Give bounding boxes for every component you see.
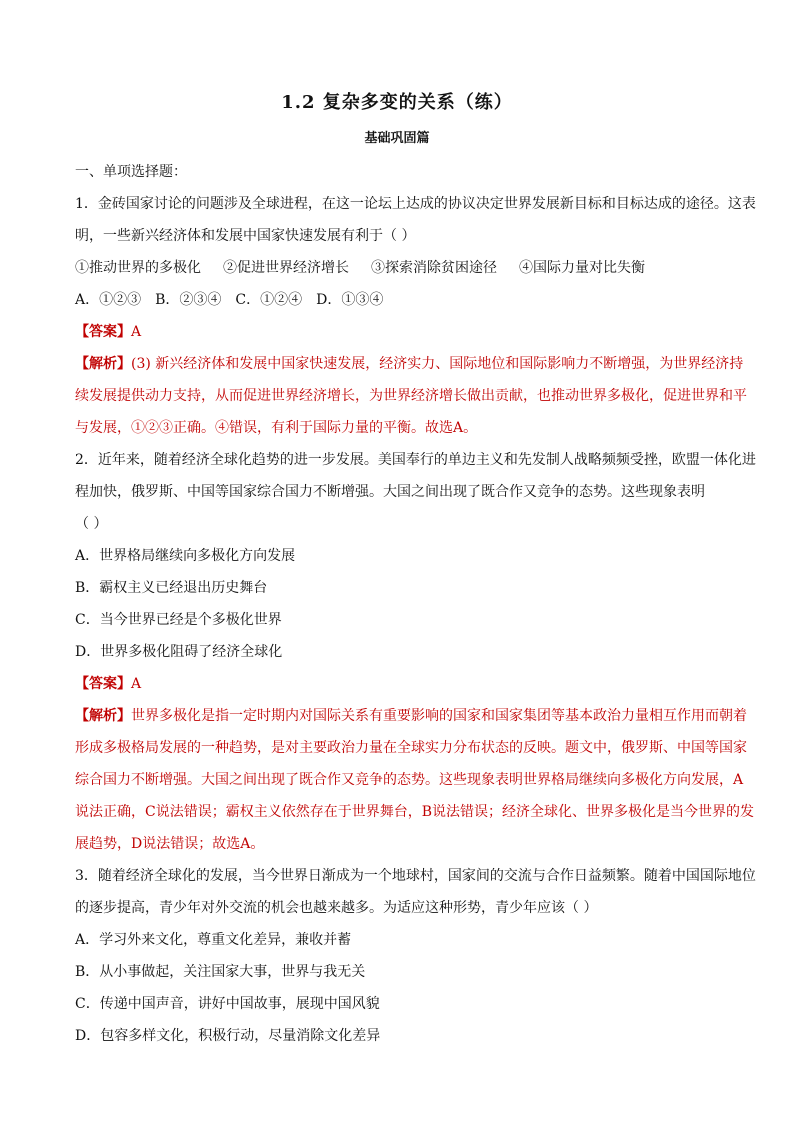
answer-value: A [131,324,142,340]
analysis-line: 续发展提供动力支持，从而促进世界经济增长，为世界经济增长做出贡献，也推动世界多极化，促进世界和平 [75,388,747,404]
question-stem-line: 1．金砖国家讨论的问题涉及全球进程，在这一论坛上达成的协议决定世界发展新目标和目标达成的途径。这表 [75,196,756,212]
analysis-line: 说法正确，C说法错误；霸权主义依然存在于世界舞台，B说法错误；经济全球化、世界多极化是当今世界的发 [75,804,754,820]
answer-value: A [131,676,142,692]
statement-items [75,252,751,284]
question-3 [75,860,756,1052]
option-c: C．①②④ [235,292,303,308]
statement-item: ③探索消除贫困途径 [371,260,497,276]
analysis-label: 【解析】 [75,356,131,372]
answer-line [75,316,751,348]
section-heading: 一、单项选择题： [75,164,187,180]
analysis-label: 【解析】 [75,708,131,724]
analysis-line: (3) 新兴经济体和发展中国家快速发展，经济实力、国际地位和国际影响力不断增强，为世界经济持 [131,356,744,372]
section-subtitle: 基础巩固篇 [364,131,430,146]
option-b: B．从小事做起，关注国家大事，世界与我无关 [75,964,366,980]
option-b: B．②③④ [155,292,222,308]
option-a: A．学习外来文化，尊重文化差异，兼收并蓄 [75,932,352,948]
option-a: A．世界格局继续向多极化方向发展 [75,548,296,564]
analysis-line: 与发展，①②③正确。④错误，有利于国际力量的平衡。故选A。 [75,420,478,436]
answer-label: 【答案】 [75,676,131,692]
option-d: D．包容多样文化，积极行动，尽量消除文化差异 [75,1028,381,1044]
statement-item: ④国际力量对比失衡 [519,260,645,276]
option-c: C．传递中国声音，讲好中国故事，展现中国风貌 [75,996,380,1012]
analysis-line: 展趋势，D说法错误；故选A。 [75,836,265,852]
question-stem-line: 3．随着经济全球化的发展，当今世界日渐成为一个地球村，国家间的交流与合作日益频繁。随着中国国际地位 [75,868,756,884]
analysis-line: 形成多极格局发展的一种趋势，是对主要政治力量在全球实力分布状态的反映。题文中，俄罗斯、中国等国家 [75,740,747,756]
statement-item: ②促进世界经济增长 [223,260,349,276]
question-stem-line: 的逐步提高，青少年对外交流的机会也越来越多。为适应这种形势，青少年应该（ ） [75,900,598,916]
option-a: A．①②③ [75,292,142,308]
option-d: D．①③④ [316,292,384,308]
answer-label: 【答案】 [75,324,131,340]
option-b: B．霸权主义已经退出历史舞台 [75,580,268,596]
document-body [75,156,756,1052]
answer-line [75,668,751,700]
analysis-line: 综合国力不断增强。大国之间出现了既合作又竞争的态势。这些现象表明世界格局继续向多极化方向发展，A [75,772,744,788]
question-stem-line: 明，一些新兴经济体和发展中国家快速发展有利于（ ） [75,228,416,244]
question-1 [75,188,756,444]
question-stem-line: （ ） [75,516,108,532]
analysis-block [75,700,754,860]
analysis-block [75,348,751,444]
question-stem-line: 程加快，俄罗斯、中国等国家综合国力不断增强。大国之间出现了既合作又竞争的态势。这些现象表明 [75,484,705,500]
page-title: 1.2 复杂多变的关系（练） [281,92,513,113]
statement-item: ①推动世界的多极化 [75,260,201,276]
answer-options [75,284,751,316]
question-stem-line: 2．近年来，随着经济全球化趋势的进一步发展。美国奉行的单边主义和先发制人战略频频受挫，欧盟一体化进 [75,452,756,468]
question-2 [75,444,756,860]
analysis-line: 世界多极化是指一定时期内对国际关系有重要影响的国家和国家集团等基本政治力量相互作用而朝着 [131,708,747,724]
option-c: C．当今世界已经是个多极化世界 [75,612,282,628]
option-d: D．世界多极化阻碍了经济全球化 [75,644,283,660]
